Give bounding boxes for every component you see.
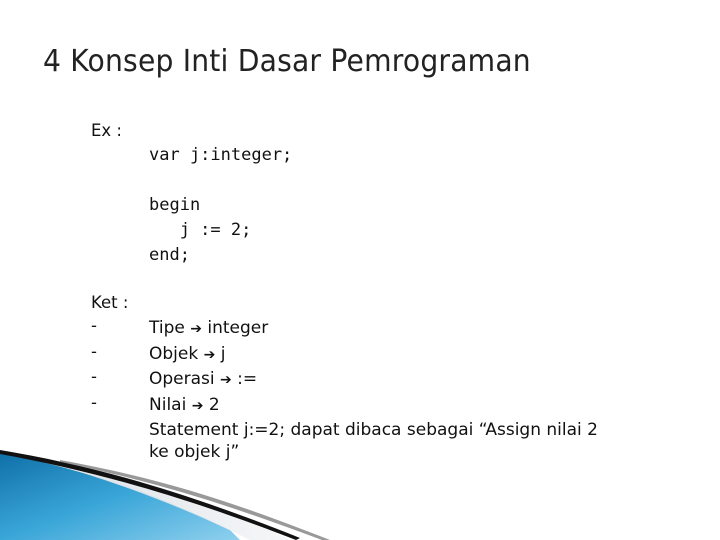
slide-title: 4 Konsep Inti Dasar Pemrograman xyxy=(43,44,531,79)
arrow-right-icon: ➔ xyxy=(203,347,216,363)
item-text: j xyxy=(215,344,226,364)
statement-line-1: Statement j:=2; dapat dibaca sebagai “Assign nilai 2 xyxy=(149,420,598,440)
item-text: 2 xyxy=(203,395,220,415)
item-text: Operasi xyxy=(149,369,221,389)
item-text: Nilai xyxy=(149,395,192,415)
list-dash: - xyxy=(91,367,97,386)
list-dash: - xyxy=(91,316,97,335)
list-item-operasi xyxy=(149,369,257,389)
list-dash: - xyxy=(91,393,97,412)
decorative-wave xyxy=(0,430,720,540)
example-label: Ex : xyxy=(91,121,122,140)
code-line-begin: begin xyxy=(149,195,201,215)
item-text: Objek xyxy=(149,344,204,364)
item-text: Tipe xyxy=(149,318,191,338)
arrow-right-icon: ➔ xyxy=(220,372,232,388)
list-item-tipe xyxy=(149,318,268,338)
item-text: integer xyxy=(201,318,269,338)
code-line-var: var j:integer; xyxy=(149,145,293,165)
arrow-right-icon: ➔ xyxy=(191,398,204,414)
arrow-right-icon: ➔ xyxy=(190,321,202,337)
code-line-assign: j := 2; xyxy=(149,220,252,240)
list-item-objek xyxy=(149,344,225,364)
code-line-end: end; xyxy=(149,245,190,265)
list-item-nilai xyxy=(149,395,220,415)
item-text: := xyxy=(231,369,258,389)
ket-label: Ket : xyxy=(91,293,129,312)
list-dash: - xyxy=(91,342,97,361)
statement-line-2: ke objek j” xyxy=(149,442,240,462)
